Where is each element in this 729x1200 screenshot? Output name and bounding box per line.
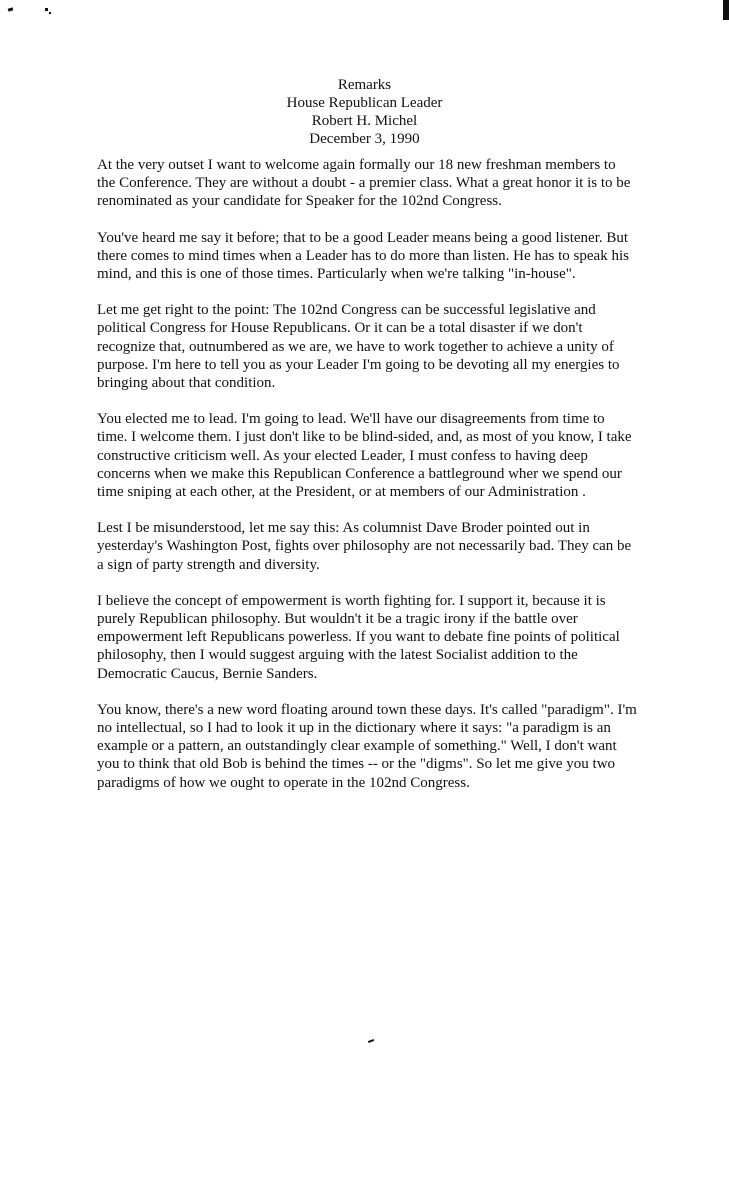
paragraph: At the very outset I want to welcome again formally our 18 new freshman members to the Conference. They are without a doubt - a premier class. What a great honor it is to be renominated as your candidate for Speaker for the 102nd Congress. xyxy=(97,157,631,210)
heading-name: Robert H. Michel xyxy=(311,113,418,129)
paragraph: You've heard me say it before; that to be a good Leader means being a good listener. But there comes to mind times when a Leader has to do more than listen. He has to speak his mind, and this is one of those times. Particularly when we're talking "in-house". xyxy=(97,229,629,283)
scan-speck xyxy=(8,7,14,11)
scan-speck xyxy=(45,8,48,11)
paragraph: Let me get right to the point: The 102nd Congress can be successful legislative and political Congress for House Republicans. Or it can be a total disaster if we don't recognize that, outnumbered as we are, we have to work together to achieve a unity of purpose. I'm here to tell you as your Leader I'm going to be devoting all my energies to bringing about that condition. xyxy=(97,302,620,392)
scan-speck xyxy=(368,1039,374,1043)
scan-edge-mark xyxy=(723,0,729,20)
heading-date: December 3, 1990 xyxy=(309,131,420,147)
document-heading xyxy=(0,76,729,148)
heading-title: Remarks xyxy=(337,77,392,93)
scan-speck xyxy=(49,12,51,14)
paragraph: You elected me to lead. I'm going to lead. We'll have our disagreements from time to time. I welcome them. I just don't like to be blind-sided, and, as most of you know, I take constructive criticism well. As your elected Leader, I must confess to having deep concerns when we make this Republican Conference a battleground wher we spend our time sniping at each other, at the President, or at members of our Administration . xyxy=(97,411,632,501)
document-body xyxy=(97,156,637,810)
paragraph: You know, there's a new word floating around town these days. It's called "paradigm". I'm no intellectual, so I had to look it up in the dictionary where it says: "a paradigm is an example or a pattern, an outstandingly clear example of something." Well, I don't want you to think that old Bob is behind the times -- or the "digms". So let me give you two paradigms of how we ought to operate in the 102nd Congress. xyxy=(97,701,637,791)
heading-role: House Republican Leader xyxy=(286,95,443,111)
paragraph: Lest I be misunderstood, let me say this: As columnist Dave Broder pointed out in yesterday's Washington Post, fights over philosophy are not necessarily bad. They can be a sign of party strength and diversity. xyxy=(97,520,632,573)
paragraph: I believe the concept of empowerment is worth fighting for. I support it, because it is purely Republican philosophy. But wouldn't it be a tragic irony if the battle over empowerment left Republicans powerless. If you want to debate fine points of political philosophy, then I would suggest arguing with the latest Socialist addition to the Democratic Caucus, Bernie Sanders. xyxy=(97,592,620,682)
